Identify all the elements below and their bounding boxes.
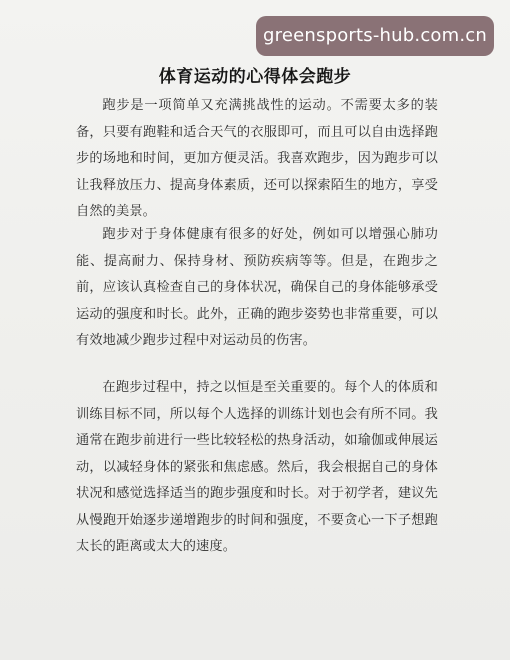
paragraph-1: 跑步是一项简单又充满挑战性的运动。不需要太多的装备，只要有跑鞋和适合天气的衣服即可，而且可以自由选择跑步的场地和时间，更加方便灵活。我喜欢跑步，因为跑步可以让我释放压力、提高身体素质，还可以探索陌生的地方，享受自然的美景。 (76, 98, 438, 219)
paragraph-3: 在跑步过程中，持之以恒是至关重要的。每个人的体质和训练目标不同，所以每个人选择的训练计划也会有所不同。我通常在跑步前进行一些比较轻松的热身活动，如瑜伽或伸展运动，以减轻身体的紧张和焦虑感。然后，我会根据自己的身体状况和感觉选择适当的跑步强度和时长。对于初学者，建议先从慢跑开始逐步递增跑步的时间和强度，不要贪心一下子想跑太长的距离或太大的速度。 (76, 380, 438, 554)
document-title: 体育运动的心得体会跑步 (158, 67, 352, 87)
paragraph-2: 跑步对于身体健康有很多的好处，例如可以增强心肺功能、提高耐力、保持身材、预防疾病等等。但是，在跑步之前，应该认真检查自己的身体状况，确保自己的身体能够承受运动的强度和时长。此外，正确的跑步姿势也非常重要，可以有效地减少跑步过程中对运动员的伤害。 (76, 227, 438, 348)
watermark-badge: greensports-hub.com.cn (256, 16, 494, 56)
